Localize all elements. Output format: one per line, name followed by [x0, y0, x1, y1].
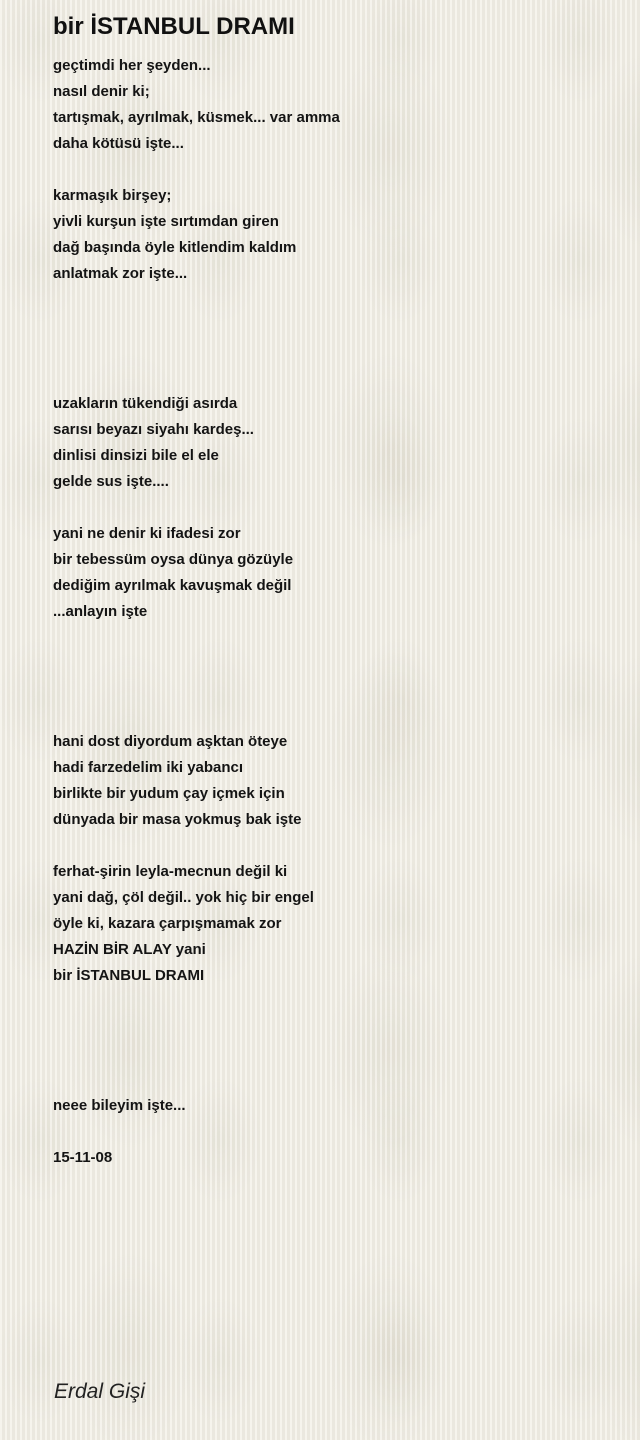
poem-line: yivli kurşun işte sırtımdan giren: [53, 213, 279, 230]
poem-line: neee bileyim işte...: [53, 1097, 186, 1114]
poem-body: [53, 53, 613, 1171]
poem-line: ...anlayın işte: [53, 603, 148, 620]
poem-line: hani dost diyordum aşktan öteye: [53, 733, 288, 750]
stanza: [53, 183, 613, 287]
stanza-spacer: [53, 495, 613, 521]
poem-title: bir İSTANBUL DRAMI: [53, 13, 295, 40]
stanza: [53, 729, 613, 833]
poem-line: hadi farzedelim iki yabancı: [53, 759, 244, 776]
poem-line: öyle ki, kazara çarpışmamak zor: [53, 915, 282, 932]
section-spacer: [53, 625, 613, 729]
poem-line: tartışmak, ayrılmak, küsmek... var amma: [53, 109, 340, 126]
stanza: [53, 1145, 613, 1171]
poem-line: ferhat-şirin leyla-mecnun değil ki: [53, 863, 288, 880]
poem-date: 15-11-08: [53, 1149, 113, 1166]
section-spacer: [53, 287, 613, 391]
stanza-spacer: [53, 157, 613, 183]
poem-line: bir İSTANBUL DRAMI: [53, 967, 205, 984]
poem-line: bir tebessüm oysa dünya gözüyle: [53, 551, 294, 568]
poem-line: nasıl denir ki;: [53, 83, 150, 100]
poem-line: sarısı beyazı siyahı kardeş...: [53, 421, 254, 438]
poem-container: [53, 0, 613, 1171]
stanza: [53, 1093, 613, 1119]
poem-line: yani ne denir ki ifadesi zor: [53, 525, 241, 542]
poem-line: HAZİN BİR ALAY yani: [53, 941, 206, 958]
stanza-spacer: [53, 833, 613, 859]
poem-line: dediğim ayrılmak kavuşmak değil: [53, 577, 292, 594]
poem-line: dünyada bir masa yokmuş bak işte: [53, 811, 302, 828]
poem-line: karmaşık birşey;: [53, 187, 172, 204]
stanza: [53, 53, 613, 157]
poem-line: daha kötüsü işte...: [53, 135, 184, 152]
poem-line: anlatmak zor işte...: [53, 265, 188, 282]
poem-line: dağ başında öyle kitlendim kaldım: [53, 239, 297, 256]
poem-line: dinlisi dinsizi bile el ele: [53, 447, 219, 464]
author-signature: Erdal Gişi: [54, 1380, 146, 1403]
section-spacer: [53, 989, 613, 1093]
stanza: [53, 391, 613, 495]
stanza: [53, 521, 613, 625]
stanza-spacer: [53, 1119, 613, 1145]
poem-line: gelde sus işte....: [53, 473, 169, 490]
poem-line: yani dağ, çöl değil.. yok hiç bir engel: [53, 889, 314, 906]
poem-line: birlikte bir yudum çay içmek için: [53, 785, 285, 802]
poem-line: geçtimdi her şeyden...: [53, 57, 211, 74]
stanza: [53, 859, 613, 989]
poem-line: uzakların tükendiği asırda: [53, 395, 238, 412]
